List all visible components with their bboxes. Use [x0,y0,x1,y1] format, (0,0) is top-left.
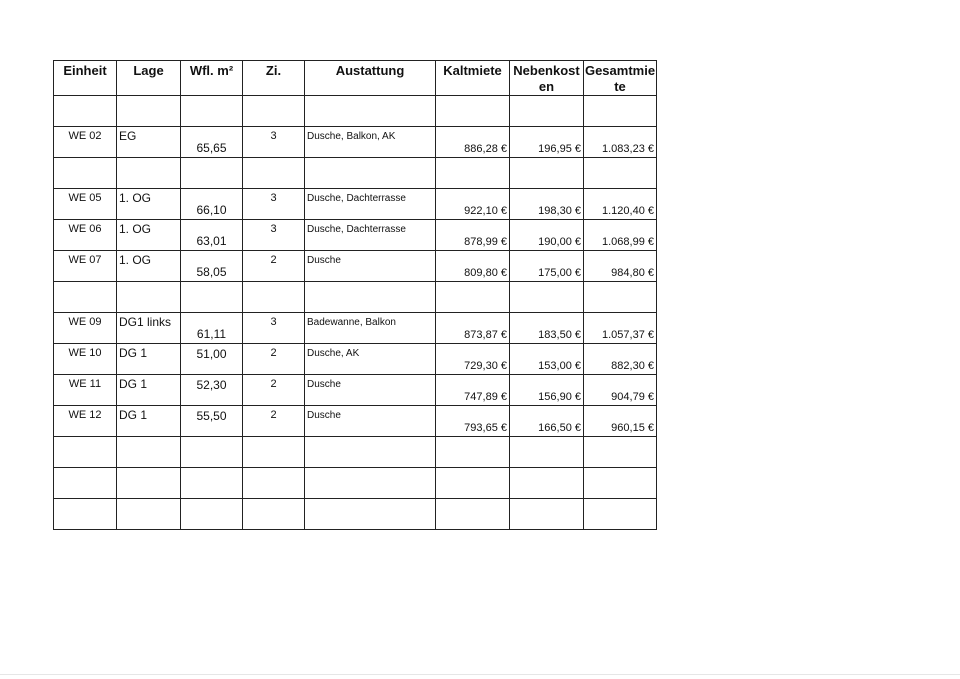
cell-gesamtmiete: 1.120,40 € [584,189,657,220]
cell-zi: 3 [243,189,305,220]
header-einheit: Einheit [54,61,117,96]
table-row [54,406,657,437]
cell-wfl: 66,10 [181,189,243,220]
table-row-empty [54,96,657,127]
table-row-empty [54,499,657,530]
table-row [54,189,657,220]
cell-kaltmiete: 878,99 € [436,220,510,251]
cell-nebenkosten: 153,00 € [510,344,584,375]
cell-ausstattung: Dusche, AK [305,344,436,375]
table-row [54,127,657,158]
table-row [54,220,657,251]
cell-gesamtmiete: 1.083,23 € [584,127,657,158]
cell-einheit: WE 09 [54,313,117,344]
cell-wfl: 65,65 [181,127,243,158]
table-row-empty [54,468,657,499]
cell-kaltmiete: 886,28 € [436,127,510,158]
cell-lage: DG1 links [117,313,181,344]
table-row [54,344,657,375]
cell-kaltmiete: 922,10 € [436,189,510,220]
cell-gesamtmiete: 1.057,37 € [584,313,657,344]
cell-kaltmiete: 873,87 € [436,313,510,344]
cell-nebenkosten: 166,50 € [510,406,584,437]
cell-einheit: WE 12 [54,406,117,437]
cell-gesamtmiete: 960,15 € [584,406,657,437]
cell-wfl: 52,30 [181,375,243,406]
cell-kaltmiete: 793,65 € [436,406,510,437]
cell-kaltmiete: 747,89 € [436,375,510,406]
cell-kaltmiete: 809,80 € [436,251,510,282]
cell-nebenkosten: 175,00 € [510,251,584,282]
header-kaltmiete: Kaltmiete [436,61,510,96]
cell-ausstattung: Dusche [305,406,436,437]
cell-lage: DG 1 [117,375,181,406]
header-zi: Zi. [243,61,305,96]
cell-zi: 3 [243,127,305,158]
header-row [54,61,657,96]
cell-wfl: 51,00 [181,344,243,375]
cell-nebenkosten: 196,95 € [510,127,584,158]
cell-gesamtmiete: 1.068,99 € [584,220,657,251]
cell-gesamtmiete: 984,80 € [584,251,657,282]
cell-wfl: 63,01 [181,220,243,251]
cell-lage: 1. OG [117,220,181,251]
cell-ausstattung: Dusche [305,251,436,282]
cell-nebenkosten: 183,50 € [510,313,584,344]
cell-einheit: WE 05 [54,189,117,220]
cell-einheit: WE 10 [54,344,117,375]
cell-lage: 1. OG [117,251,181,282]
cell-ausstattung: Badewanne, Balkon [305,313,436,344]
cell-zi: 2 [243,375,305,406]
cell-wfl: 61,11 [181,313,243,344]
header-nebenkosten: Nebenkost en [510,61,584,96]
cell-ausstattung: Dusche, Balkon, AK [305,127,436,158]
cell-lage: EG [117,127,181,158]
header-lage: Lage [117,61,181,96]
cell-zi: 3 [243,220,305,251]
header-ausstattung: Austattung [305,61,436,96]
header-gesamtmiete: Gesamtmie te [584,61,657,96]
header-wfl: Wfl. m² [181,61,243,96]
table-row-empty [54,437,657,468]
cell-nebenkosten: 198,30 € [510,189,584,220]
cell-gesamtmiete: 904,79 € [584,375,657,406]
scan-edge-top [0,0,960,1]
rental-units-table [53,60,657,530]
table-row-empty [54,282,657,313]
cell-ausstattung: Dusche, Dachterrasse [305,220,436,251]
cell-zi: 2 [243,406,305,437]
cell-zi: 2 [243,251,305,282]
cell-ausstattung: Dusche, Dachterrasse [305,189,436,220]
cell-lage: DG 1 [117,344,181,375]
cell-einheit: WE 02 [54,127,117,158]
cell-einheit: WE 07 [54,251,117,282]
cell-zi: 3 [243,313,305,344]
cell-nebenkosten: 156,90 € [510,375,584,406]
cell-wfl: 58,05 [181,251,243,282]
table-row [54,251,657,282]
cell-ausstattung: Dusche [305,375,436,406]
table-row [54,313,657,344]
cell-nebenkosten: 190,00 € [510,220,584,251]
cell-zi: 2 [243,344,305,375]
cell-wfl: 55,50 [181,406,243,437]
table-row [54,375,657,406]
cell-lage: 1. OG [117,189,181,220]
cell-gesamtmiete: 882,30 € [584,344,657,375]
cell-einheit: WE 06 [54,220,117,251]
table-row-empty [54,158,657,189]
cell-einheit: WE 11 [54,375,117,406]
scan-edge-bottom [0,674,960,675]
cell-kaltmiete: 729,30 € [436,344,510,375]
cell-lage: DG 1 [117,406,181,437]
